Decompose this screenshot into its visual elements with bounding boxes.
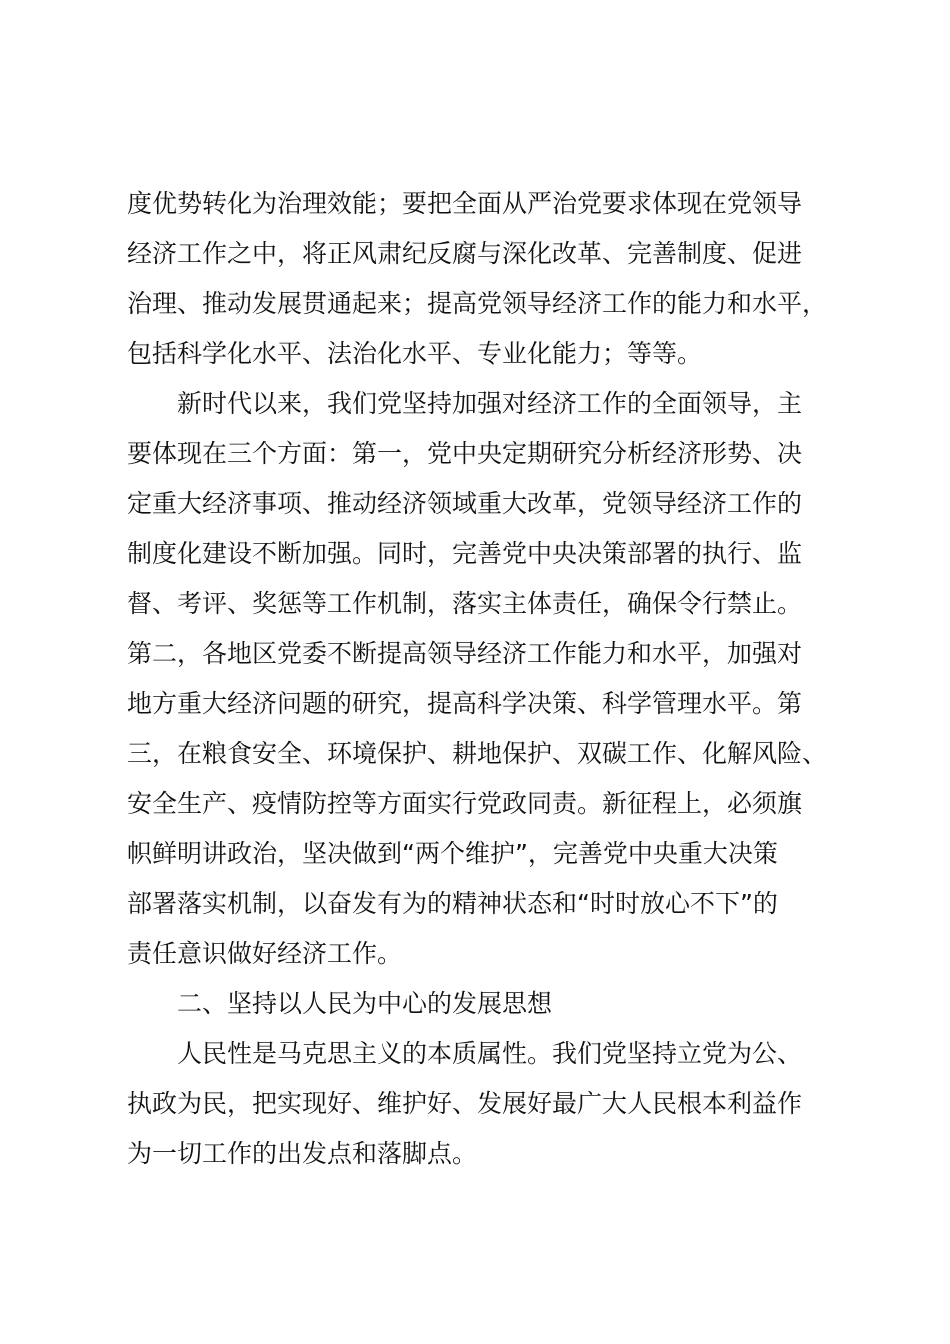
text-line: 度优势转化为治理效能；要把全面从严治党要求体现在党领导 bbox=[127, 189, 803, 218]
text-line: 包括科学化水平、法治化水平、专业化能力；等等。 bbox=[127, 339, 703, 368]
text-line: 督、考评、奖惩等工作机制，落实主体责任，确保令行禁止。 bbox=[127, 589, 803, 618]
text-line: 部署落实机制，以奋发有为的精神状态和“时时放心不下”的 bbox=[127, 889, 778, 918]
text-line: 责任意识做好经济工作。 bbox=[127, 939, 403, 968]
section-heading: 二、坚持以人民为中心的发展思想 bbox=[177, 989, 553, 1018]
text-line: 执政为民，把实现好、维护好、发展好最广大人民根本利益作 bbox=[127, 1089, 803, 1118]
text-line: 帜鲜明讲政治，坚决做到“两个维护”，完善党中央重大决策 bbox=[127, 839, 778, 868]
text-line: 地方重大经济问题的研究，提高科学决策、科学管理水平。第 bbox=[127, 689, 803, 718]
text-line: 三，在粮食安全、环境保护、耕地保护、双碳工作、化解风险、 bbox=[127, 739, 828, 768]
text-line: 定重大经济事项、推动经济领域重大改革，党领导经济工作的 bbox=[127, 489, 803, 518]
text-line: 制度化建设不断加强。同时，完善党中央决策部署的执行、监 bbox=[127, 539, 803, 568]
paragraph-first-line: 人民性是马克思主义的本质属性。我们党坚持立党为公、 bbox=[177, 1039, 803, 1068]
text-line: 为一切工作的出发点和落脚点。 bbox=[127, 1139, 478, 1168]
text-line: 要体现在三个方面：第一，党中央定期研究分析经济形势、决 bbox=[127, 439, 803, 468]
paragraph-first-line: 新时代以来，我们党坚持加强对经济工作的全面领导，主 bbox=[177, 389, 803, 418]
text-line: 第二，各地区党委不断提高领导经济工作能力和水平，加强对 bbox=[127, 639, 803, 668]
text-line: 治理、推动发展贯通起来；提高党领导经济工作的能力和水平， bbox=[127, 289, 828, 318]
text-line: 经济工作之中，将正风肃纪反腐与深化改革、完善制度、促进 bbox=[127, 239, 803, 268]
text-line: 安全生产、疫情防控等方面实行党政同责。新征程上，必须旗 bbox=[127, 789, 803, 818]
